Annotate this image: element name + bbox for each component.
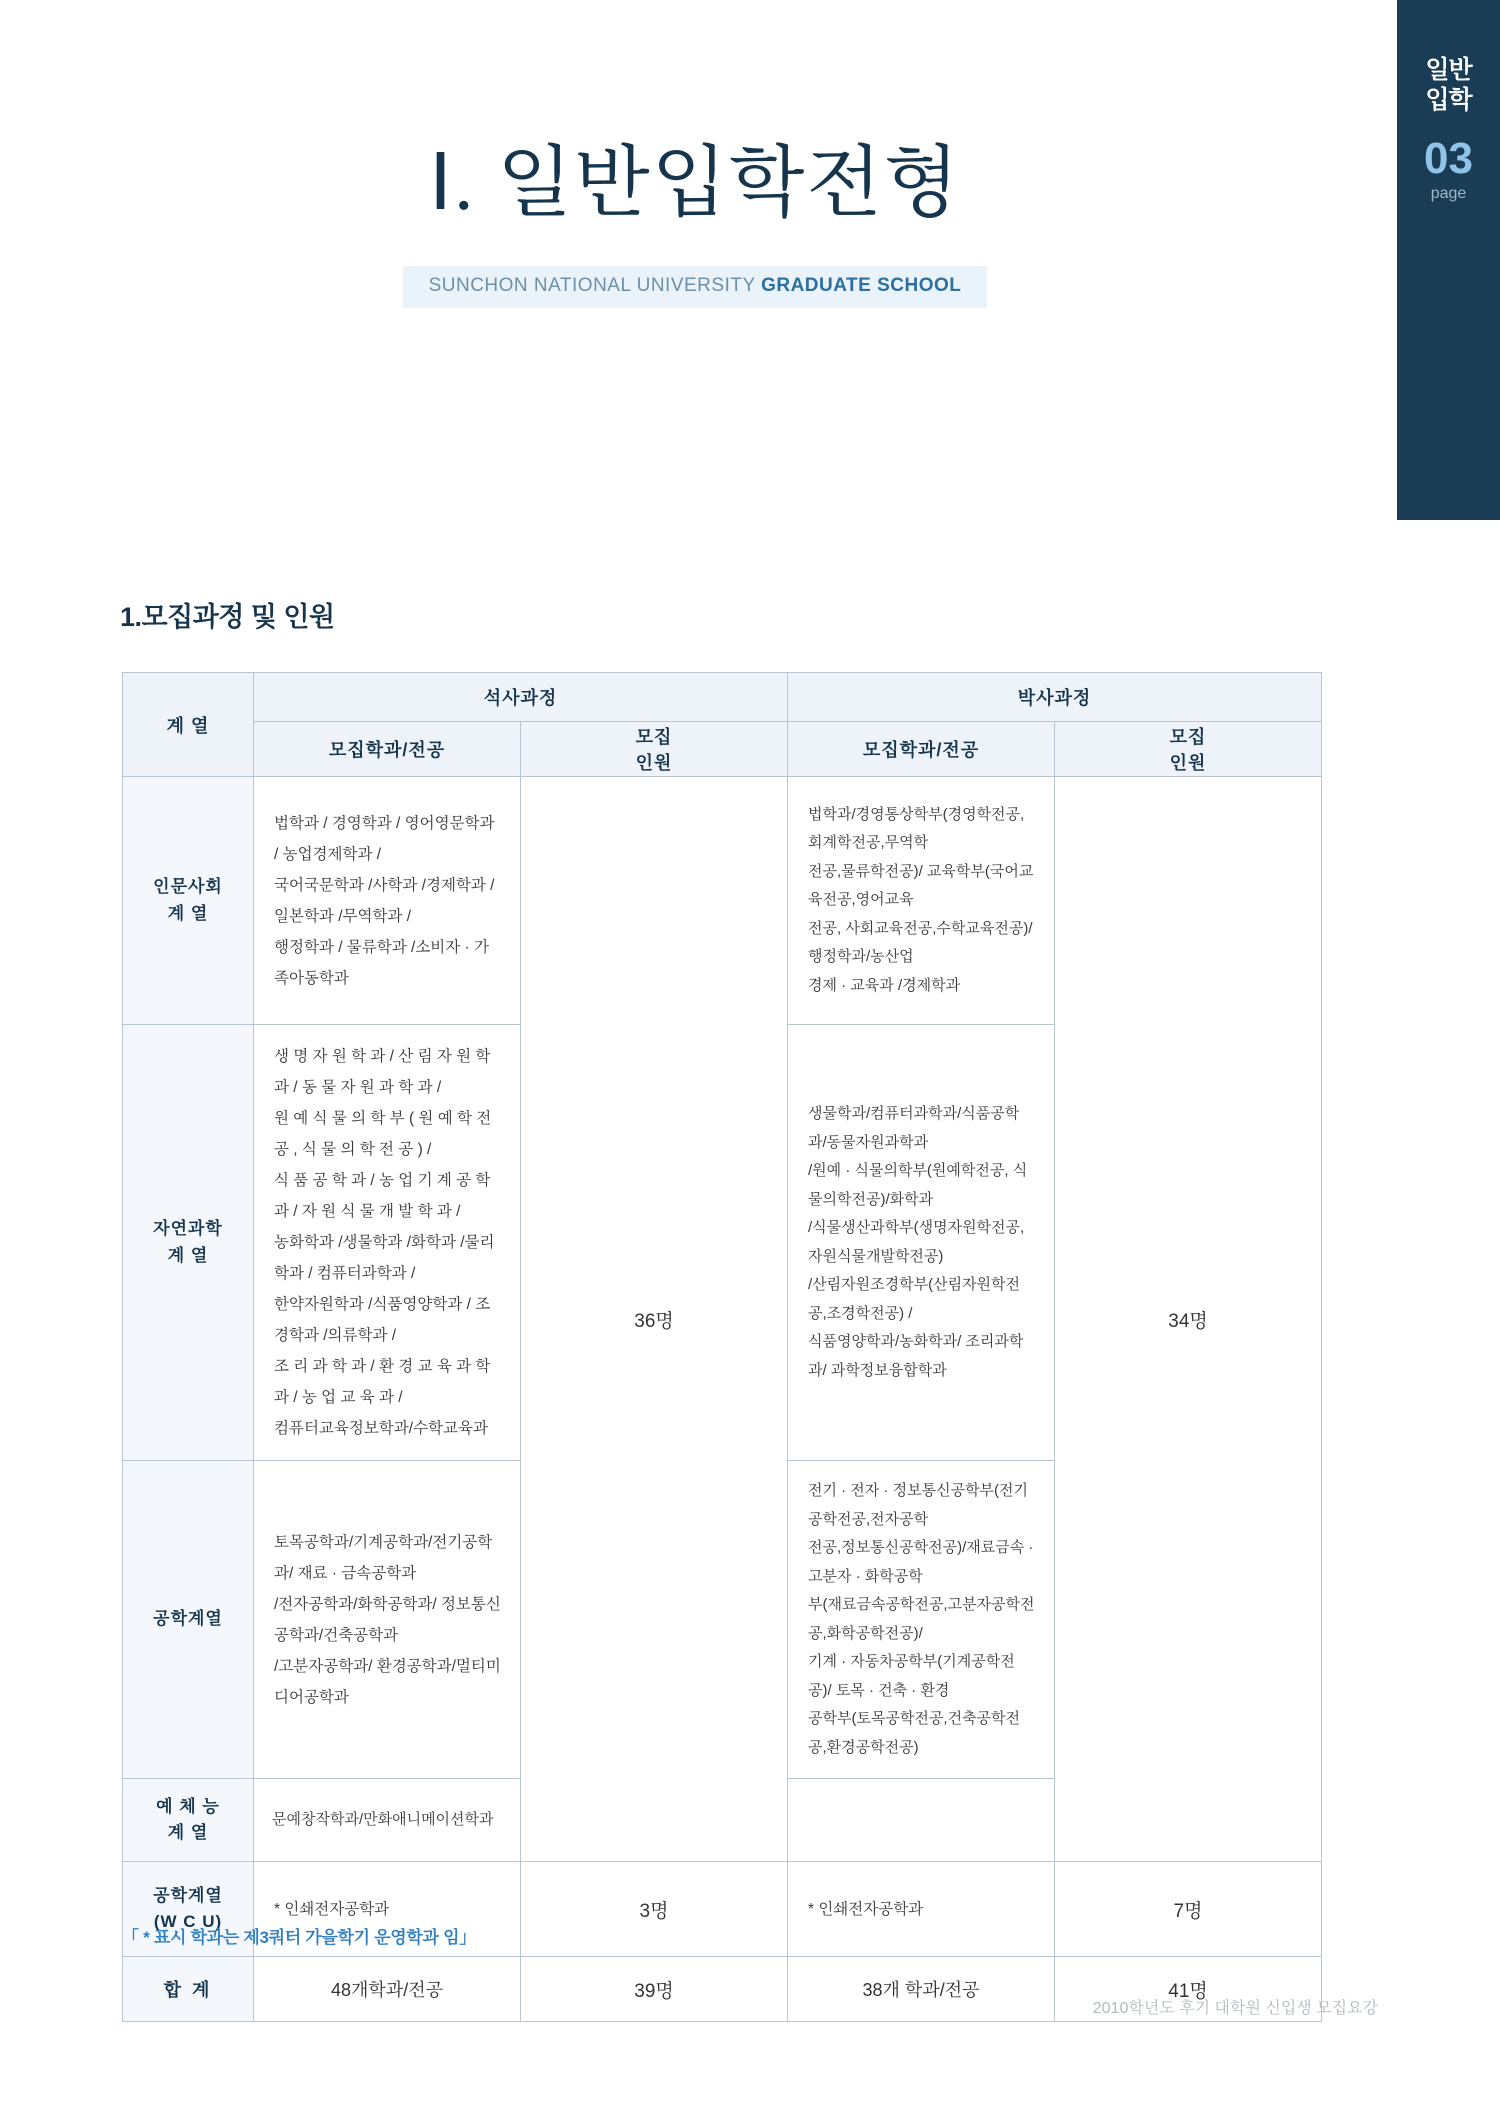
total-doctor-dept: 38개 학과/전공 xyxy=(788,1957,1055,2022)
master-count-wcu: 3명 xyxy=(521,1862,788,1957)
col-master-dept: 모집학과/전공 xyxy=(254,722,521,777)
side-tab-label-line1: 일반 xyxy=(1425,56,1472,84)
col-master-group: 석사과정 xyxy=(254,673,788,722)
doctor-dept-wcu: * 인쇄전자공학과 xyxy=(788,1862,1055,1957)
total-master-dept: 48개학과/전공 xyxy=(254,1957,521,2022)
master-dept-wcu: * 인쇄전자공학과 xyxy=(254,1862,521,1957)
footnote: 「 * 표시 학과는 제3쿼터 가을학기 운영학과 임」 xyxy=(122,1928,476,1947)
series-arts-line2: 계 열 xyxy=(167,1823,209,1842)
master-dept-natural-science: 생 명 자 원 학 과 / 산 림 자 원 학 과 / 동 물 자 원 과 학 과 / 원 예 식 물 의 학 부 ( 원 예 학 전 공 , 식 물 의 학 전 공 ) / 식 품 공 학 과 / 농 업 기 계 공 학 과 / 자 원 식 물 개 발 학 과 / 농화학과 /생물학과 /화학과 /물리학과 / 컴퓨터과학과 / 한약자원학과 /식품영양학과 / 조경학과 /의류학과 / 조 리 과 학 과 / 환 경 교 육 과 학 과 / 농 업 교 육 과 / 컴퓨터교육정보학과/수학교육과 xyxy=(254,1025,521,1461)
series-humanities-line2: 계 열 xyxy=(167,903,209,923)
side-tab-page-word: page xyxy=(1430,185,1467,202)
page-side-tab xyxy=(1397,0,1500,520)
total-label: 합 계 xyxy=(123,1957,254,2022)
doctor-count-main: 34명 xyxy=(1055,777,1322,1862)
series-wcu-line1: 공학계열 xyxy=(153,1885,223,1905)
total-doctor-count: 41명 xyxy=(1055,1957,1322,2022)
recruitment-table-wrapper xyxy=(122,672,1322,2022)
document-header xyxy=(0,140,1390,308)
section-heading: 1.모집과정 및 인원 xyxy=(120,602,335,632)
series-humanities-line1: 인문사회 xyxy=(153,877,223,897)
col-master-count xyxy=(521,722,788,777)
document-footer: 2010학년도 후기 대학원 신입생 모집요강 xyxy=(1092,2000,1378,2017)
subtitle-plain: SUNCHON NATIONAL UNIVERSITY xyxy=(428,274,762,296)
col-doctor-count xyxy=(1055,722,1322,777)
series-arts xyxy=(123,1779,254,1862)
page-title: Ⅰ. 일반입학전형 xyxy=(428,139,962,226)
doctor-count-wcu: 7명 xyxy=(1055,1862,1322,1957)
side-tab-page-number: 03 xyxy=(1424,134,1473,183)
col-master-count-line2: 인원 xyxy=(635,753,673,773)
series-natural-science xyxy=(123,1025,254,1461)
table-head-row-1 xyxy=(123,673,1322,722)
master-count-main: 36명 xyxy=(521,777,788,1862)
series-engineering xyxy=(123,1461,254,1779)
recruitment-table xyxy=(122,672,1322,2022)
series-wcu-line2: (W C U) xyxy=(153,1912,223,1931)
col-doctor-count-line1: 모집 xyxy=(1169,727,1207,747)
series-natural-science-line1: 자연과학 xyxy=(153,1219,223,1239)
series-natural-science-line2: 계 열 xyxy=(167,1245,209,1265)
total-master-count: 39명 xyxy=(521,1957,788,2022)
subtitle-bold: GRADUATE SCHOOL xyxy=(761,274,962,296)
col-doctor-count-line2: 인원 xyxy=(1169,753,1207,773)
doctor-dept-natural-science: 생물학과/컴퓨터과학과/식품공학과/동물자원과학과 /원예 · 식물의학부(원예학전공, 식물의학전공)/화학과 /식물생산과학부(생명자원학전공, 자원식물개발학전공) /산림자원조경학부(산림자원학전공,조경학전공) / 식품영양학과/농화학과/ 조리과학과/ 과학정보융합학과 xyxy=(788,1025,1055,1461)
side-tab-label xyxy=(1397,56,1500,115)
doctor-dept-arts xyxy=(788,1779,1055,1862)
col-doctor-dept: 모집학과/전공 xyxy=(788,722,1055,777)
master-dept-arts: 문예창작학과/만화애니메이션학과 xyxy=(254,1779,521,1862)
col-doctor-group: 박사과정 xyxy=(788,673,1322,722)
table-row xyxy=(123,777,1322,1025)
master-dept-engineering: 토목공학과/기계공학과/전기공학과/ 재료 · 금속공학과 /전자공학과/화학공학과/ 정보통신공학과/건축공학과 /고분자공학과/ 환경공학과/멀티미디어공학과 xyxy=(254,1461,521,1779)
col-series: 계 열 xyxy=(123,673,254,777)
series-humanities xyxy=(123,777,254,1025)
side-tab-label-line2: 입학 xyxy=(1425,85,1472,114)
series-engineering-line1: 공학계열 xyxy=(153,1609,223,1629)
series-arts-line1: 예 체 능 xyxy=(156,1796,220,1816)
col-master-count-line1: 모집 xyxy=(635,727,673,747)
doctor-dept-humanities: 법학과/경영통상학부(경영학전공, 회계학전공,무역학 전공,물류학전공)/ 교육학부(국어교육전공,영어교육 전공, 사회교육전공,수학교육전공)/행정학과/농산업 경제 · 교육과 /경제학과 xyxy=(788,777,1055,1025)
master-dept-humanities: 법학과 / 경영학과 / 영어영문학과 / 농업경제학과 / 국어국문학과 /사학과 /경제학과 /일본학과 /무역학과 / 행정학과 / 물류학과 /소비자 · 가족아동학과 xyxy=(254,777,521,1025)
table-head-row-2 xyxy=(123,722,1322,777)
subtitle-banner xyxy=(403,266,988,308)
doctor-dept-engineering: 전기 · 전자 · 정보통신공학부(전기공학전공,전자공학 전공,정보통신공학전공)/재료금속 · 고분자 · 화학공학 부(재료금속공학전공,고분자공학전공,화학공학전공)/ 기계 · 자동차공학부(기계공학전공)/ 토목 · 건축 · 환경 공학부(토목공학전공,건축공학전공,환경공학전공) xyxy=(788,1461,1055,1779)
